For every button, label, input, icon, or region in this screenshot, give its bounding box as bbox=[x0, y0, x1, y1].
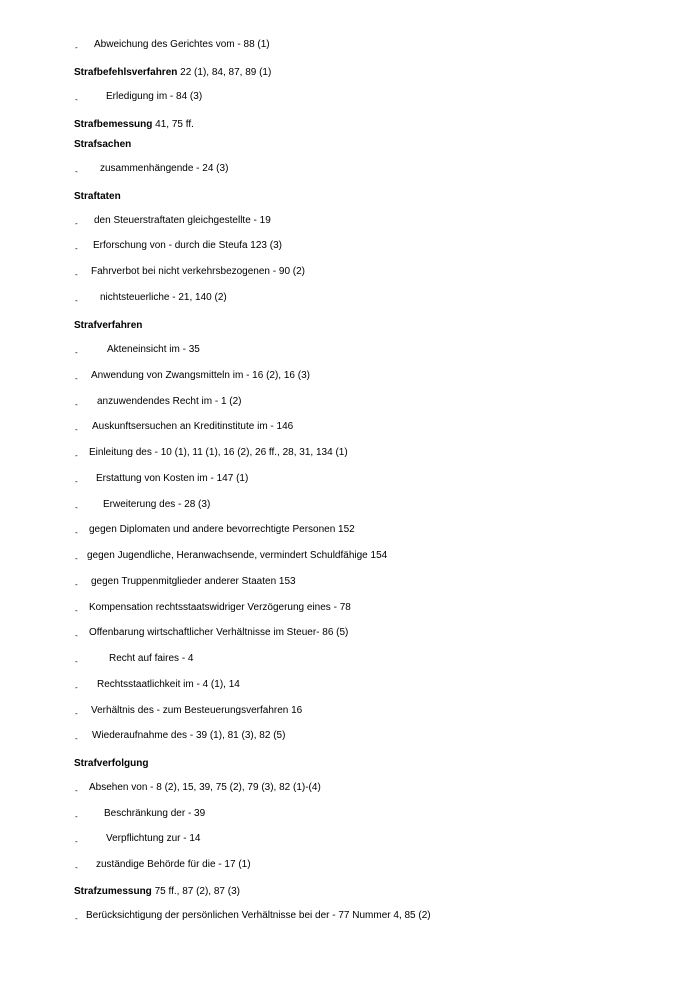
index-subentry bbox=[0, 782, 700, 796]
heading-references: 41, 75 ff. bbox=[152, 119, 194, 130]
subentry-dash: - bbox=[75, 451, 78, 460]
heading-term: Strafsachen bbox=[74, 139, 132, 150]
heading-term: Straftaten bbox=[74, 191, 121, 202]
subentry-text: Akteneinsicht im - 35 bbox=[107, 344, 200, 355]
index-subentry bbox=[0, 39, 700, 53]
subentry-text: Abweichung des Gerichtes vom - 88 (1) bbox=[94, 39, 270, 50]
index-heading-text bbox=[74, 119, 194, 131]
subentry-text: Anwendung von Zwangsmitteln im - 16 (2), 16 (3) bbox=[91, 370, 310, 381]
subentry-dash: - bbox=[75, 296, 78, 305]
index-heading bbox=[0, 191, 700, 205]
subentry-text: Beschränkung der - 39 bbox=[104, 808, 206, 819]
subentry-dash: - bbox=[75, 477, 78, 486]
subentry-dash: - bbox=[75, 374, 78, 383]
subentry-dash: - bbox=[75, 812, 78, 821]
subentry-text: Auskunftsersuchen an Kreditinstitute im - 146 bbox=[92, 421, 294, 432]
subentry-dash: - bbox=[75, 244, 78, 253]
subentry-dash: - bbox=[75, 709, 78, 718]
index-subentry bbox=[0, 653, 700, 667]
subentry-text: Offenbarung wirtschaftlicher Verhältnisse im Steuer- 86 (5) bbox=[89, 627, 349, 638]
subentry-dash: - bbox=[75, 657, 78, 666]
index-subentry bbox=[0, 859, 700, 873]
index-subentry bbox=[0, 447, 700, 461]
index-heading bbox=[0, 886, 700, 900]
index-subentry bbox=[0, 705, 700, 719]
index-subentry bbox=[0, 910, 700, 924]
subentry-text: gegen Jugendliche, Heranwachsende, vermindert Schuldfähige 154 bbox=[87, 550, 388, 561]
heading-term: Strafverfolgung bbox=[74, 758, 149, 769]
index-heading bbox=[0, 320, 700, 334]
subentry-text: Berücksichtigung der persönlichen Verhältnisse bei der - 77 Nummer 4, 85 (2) bbox=[86, 910, 431, 921]
subentry-dash: - bbox=[75, 425, 78, 434]
index-subentry bbox=[0, 627, 700, 641]
subentry-text: gegen Diplomaten und andere bevorrechtigte Personen 152 bbox=[89, 524, 355, 535]
index-heading bbox=[0, 758, 700, 772]
subentry-dash: - bbox=[75, 554, 78, 563]
subentry-dash: - bbox=[75, 219, 78, 228]
subentry-text: Erweiterung des - 28 (3) bbox=[103, 499, 211, 510]
subentry-text: Wiederaufnahme des - 39 (1), 81 (3), 82 (5) bbox=[92, 730, 286, 741]
index-heading-text bbox=[74, 67, 271, 79]
index-heading bbox=[0, 139, 700, 153]
index-subentry bbox=[0, 473, 700, 487]
subentry-text: gegen Truppenmitglieder anderer Staaten 153 bbox=[91, 576, 296, 587]
index-subentry bbox=[0, 163, 700, 177]
heading-term: Strafverfahren bbox=[74, 320, 143, 331]
subentry-text: Rechtsstaatlichkeit im - 4 (1), 14 bbox=[97, 679, 240, 690]
subentry-dash: - bbox=[75, 348, 78, 357]
subentry-text: zusammenhängende - 24 (3) bbox=[100, 163, 229, 174]
subentry-text: den Steuerstraftaten gleichgestellte - 19 bbox=[94, 215, 271, 226]
subentry-dash: - bbox=[75, 270, 78, 279]
index-subentry bbox=[0, 679, 700, 693]
subentry-text: zuständige Behörde für die - 17 (1) bbox=[96, 859, 251, 870]
subentry-text: Recht auf faires - 4 bbox=[109, 653, 194, 664]
index-subentry bbox=[0, 370, 700, 384]
index-subentry bbox=[0, 396, 700, 410]
index-subentry bbox=[0, 730, 700, 744]
index-heading bbox=[0, 119, 700, 133]
subentry-text: Absehen von - 8 (2), 15, 39, 75 (2), 79 (3), 82 (1)-(4) bbox=[89, 782, 321, 793]
index-heading-text bbox=[74, 320, 142, 332]
subentry-text: Erledigung im - 84 (3) bbox=[106, 91, 203, 102]
index-subentry bbox=[0, 240, 700, 254]
index-heading-text bbox=[74, 758, 148, 770]
subentry-dash: - bbox=[75, 683, 78, 692]
subentry-text: Erstattung von Kosten im - 147 (1) bbox=[96, 473, 249, 484]
index-subentry bbox=[0, 550, 700, 564]
index-subentry bbox=[0, 808, 700, 822]
subentry-dash: - bbox=[75, 606, 78, 615]
heading-term: Strafzumessung bbox=[74, 886, 152, 897]
subentry-dash: - bbox=[75, 734, 78, 743]
subentry-dash: - bbox=[75, 503, 78, 512]
subentry-dash: - bbox=[75, 43, 78, 52]
subentry-dash: - bbox=[75, 95, 78, 104]
heading-term: Strafbemessung bbox=[74, 119, 153, 130]
heading-term: Strafbefehlsverfahren bbox=[74, 67, 178, 78]
subentry-text: Verpflichtung zur - 14 bbox=[106, 833, 201, 844]
index-subentry bbox=[0, 576, 700, 590]
subentry-text: Einleitung des - 10 (1), 11 (1), 16 (2), 26 ff., 28, 31, 134 (1) bbox=[89, 447, 348, 458]
heading-references: 75 ff., 87 (2), 87 (3) bbox=[151, 886, 240, 897]
index-subentry bbox=[0, 524, 700, 538]
index-subentry bbox=[0, 215, 700, 229]
index-subentry bbox=[0, 91, 700, 105]
index-subentry bbox=[0, 602, 700, 616]
index-subentry bbox=[0, 499, 700, 513]
index-heading-text bbox=[74, 886, 240, 898]
subentry-dash: - bbox=[75, 528, 78, 537]
subentry-dash: - bbox=[75, 580, 78, 589]
subentry-text: Kompensation rechtsstaatswidriger Verzögerung eines - 78 bbox=[89, 602, 351, 613]
index-heading-text bbox=[74, 191, 121, 203]
subentry-dash: - bbox=[75, 914, 78, 923]
index-subentry bbox=[0, 421, 700, 435]
subentry-dash: - bbox=[75, 167, 78, 176]
index-subentry bbox=[0, 266, 700, 280]
subentry-text: Fahrverbot bei nicht verkehrsbezogenen - 90 (2) bbox=[91, 266, 306, 277]
subentry-dash: - bbox=[75, 400, 78, 409]
index-heading bbox=[0, 67, 700, 81]
subentry-text: anzuwendendes Recht im - 1 (2) bbox=[97, 396, 242, 407]
subentry-dash: - bbox=[75, 837, 78, 846]
index-subentry bbox=[0, 833, 700, 847]
subentry-dash: - bbox=[75, 786, 78, 795]
subentry-dash: - bbox=[75, 631, 78, 640]
index-subentry bbox=[0, 344, 700, 358]
subentry-text: nichtsteuerliche - 21, 140 (2) bbox=[100, 292, 227, 303]
heading-references: 22 (1), 84, 87, 89 (1) bbox=[177, 67, 272, 78]
subentry-dash: - bbox=[75, 863, 78, 872]
index-subentry bbox=[0, 292, 700, 306]
index-heading-text bbox=[74, 139, 131, 151]
subentry-text: Verhältnis des - zum Besteuerungsverfahren 16 bbox=[91, 705, 303, 716]
subentry-text: Erforschung von - durch die Steufa 123 (3) bbox=[93, 240, 282, 251]
